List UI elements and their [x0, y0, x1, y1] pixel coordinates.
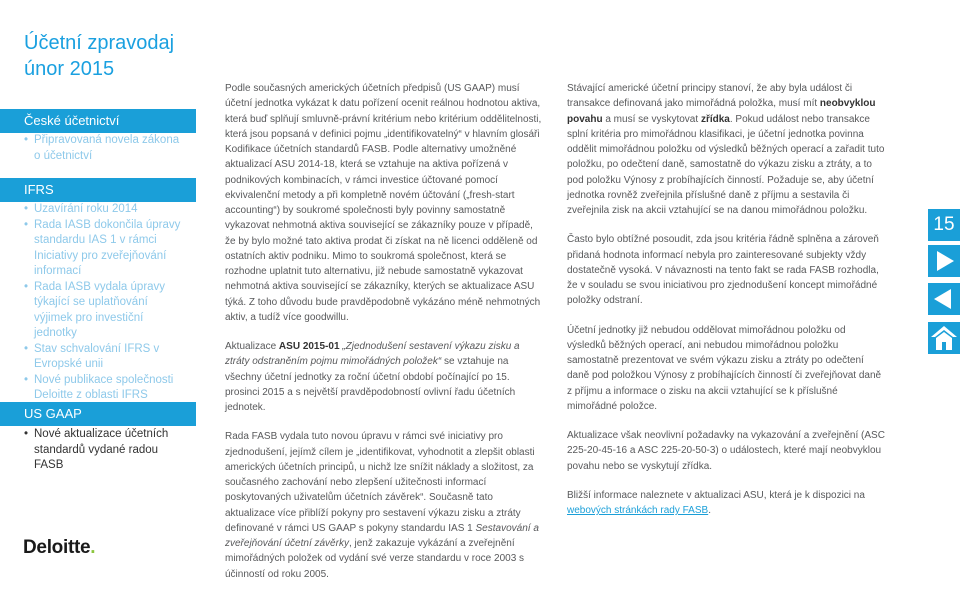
nav-list-us-gaap — [24, 427, 184, 474]
sidebar — [0, 0, 196, 582]
previous-page-arrow-icon — [928, 283, 960, 315]
paragraph: Stávající americké účetní principy stanoví, že aby byla událost či transakce definovaná jako mimořádná položka, musí mít neobvyklou povahu a musí se vyskytovat zřídka. Pokud událost nebo transakce splní kritéria pro mimořádnou klasifikaci, je účetní jednotka povinna oddělit mimořádnou položku od výsledků běžných operací a zařadit tuto položku, po odečtení daně, samostatně do výkazu zisku a ztráty, a to pod položku Výnosy z probíhajících činností. Požaduje se, aby účetní jednotka rovněž zveřejnila příslušné daně z příjmu a sestavila či zveřejnila zisk na akcii vztahující se na danou mimořádnou položku. — [567, 83, 885, 216]
newsletter-title: Účetní zpravodaj — [24, 32, 175, 54]
nav-item-investment-entities[interactable]: • Rada IASB vydala úpravy týkající se uplatňování výjimek pro investiční jednotky — [24, 280, 184, 342]
paragraph: Rada FASB vydala tuto novou úpravu v rámci své iniciativy pro zjednodušení, jejímž cílem je „identifikovat, vyhodnotit a zlepšit oblasti amerických účetních principů, u nichž lze snížit náklady a složitost, za současného zachování nebo zlepšení užitečnosti informací poskytovaných uživatelům účetních závěrek“. Současně tato aktualizace více přiblíží pokyny pro sestavení výkazu zisku a ztráty definované v rámci US GAAP s pokyny standardu IAS 1 Sestavování a zveřejňování účetní závěrky, jenž zakazuje vykázání a zveřejnění mimořádných položek od vydání své verze standardu v roce 2003 s účinností od roku 2005. — [225, 431, 539, 580]
paragraph: Účetní jednotky již nebudou oddělovat mimořádnou položku od výsledků běžných operací, ani nebudou mimořádnou položku samostatně prezentovat ve svém výkazu zisku a ztráty po odečtení daně pod položkou Výnosy z probíhajících činností či zveřejňovat daně z příjmu a informace o zisku na akcii vztahující se k příslušné mimořádné položce. — [567, 324, 882, 412]
section-heading-ifrs[interactable]: IFRS — [0, 178, 196, 202]
nav-item-fasb-updates[interactable]: • Nové aktualizace účetních standardů vydané radou FASB — [24, 427, 184, 474]
nav-item-amendment[interactable]: • Připravovaná novela zákona o účetnictví — [24, 133, 184, 164]
nav-item-ias1-amendments[interactable]: • Rada IASB dokončila úpravy standardu IAS 1 v rámci Iniciativy pro zveřejňování informací — [24, 218, 184, 280]
fasb-website-link[interactable]: webových stránkách rady FASB — [567, 505, 709, 516]
paragraph: Bližší informace naleznete v aktualizaci ASU, která je k dispozici na webových stránkách rady FASB. — [567, 489, 865, 516]
page-number: 15 — [928, 209, 960, 241]
previous-page-button[interactable] — [928, 283, 960, 315]
newsletter-issue-date: únor 2015 — [24, 58, 115, 80]
next-page-arrow-icon — [928, 245, 960, 277]
home-button[interactable] — [928, 322, 960, 354]
home-icon — [928, 322, 960, 354]
article-column-left — [225, 81, 543, 596]
nav-item-eu-endorsement[interactable]: • Stav schvalování IFRS v Evropské unii — [24, 342, 184, 373]
paragraph: Často bylo obtížné posoudit, zda jsou kritéria řádně splněna a zároveň přidaná hodnota informací nebyla pro zainteresované subjekty vždy dostatečně vysoká. V návaznosti na tento fakt se rada FASB rozhodla, že v souladu se svou iniciativou pro zjednodušení koncept mimořádné položky odstraní. — [567, 234, 879, 307]
section-heading-us-gaap[interactable]: US GAAP — [0, 402, 196, 426]
nav-item-deloitte-publications[interactable]: • Nové publikace společnosti Deloitte z oblasti IFRS — [24, 373, 184, 404]
article-column-right — [567, 81, 885, 532]
next-page-button[interactable] — [928, 245, 960, 277]
nav-list-czech-accounting — [24, 133, 184, 164]
nav-list-ifrs — [24, 202, 184, 404]
paragraph: Aktualizace však neovlivní požadavky na vykazování a zveřejnění (ASC 225-20-45-16 a ASC 225-20-50-3) o událostech, které mají neobvyklou povahu nebo se vyskytují zřídka. — [567, 430, 885, 472]
nav-item-year-end-2014[interactable]: • Uzavírání roku 2014 — [24, 202, 184, 218]
paragraph: Podle současných amerických účetních předpisů (US GAAP) musí účetní jednotka vykázat k datu pořízení ocenit reálnou hodnotou aktiva, která buď splňují smluvně-právní kritérium nebo kritérium oddělitelnosti, která jsou popsaná v definici pojmu „identifikovatelný“ v hlavním glosáři Kodifikace účetních standardů FASB. Podle alternativy umožněné aktualizací ASU 2014-18, která se vztahuje na aktiva pořízená v podnikových kombinacích, v rámci investice účtované pomocí ekvivalenční metody a při kompletně novém účtování („fresh-start accounting“) by soukromé společnosti byly povinny samostatně vykazovat nehmotná aktiva související se zákazníky pouze v případě, že by bylo možné tato aktiva prodat či získat na ně licenci odděleně od ostatních aktiv podniku. Mimo to soukromá společnost, která se rozhodne uplatnit tuto alternativu, již nebude samostatně vykazovat nehmotná aktiva související se zákazníky, kterých se aktualizace ASU týká. Z toho důvodu bude pravděpodobně vykázáno méně nehmotných aktiv, a tudíž více goodwillu. — [225, 83, 542, 323]
section-heading-czech-accounting[interactable]: České účetnictví — [0, 109, 196, 133]
paragraph: Aktualizace ASU 2015-01 „Zjednodušení sestavení výkazu zisku a ztráty odstraněním pojmu mimořádných položek“ se vztahuje na všechny účetní jednotky za roční účetní období počínající po 15. prosinci 2015 a s největší pravděpodobností ovlivní řadu účetních jednotek. — [225, 341, 520, 413]
deloitte-logo: Deloitte. — [23, 537, 96, 558]
